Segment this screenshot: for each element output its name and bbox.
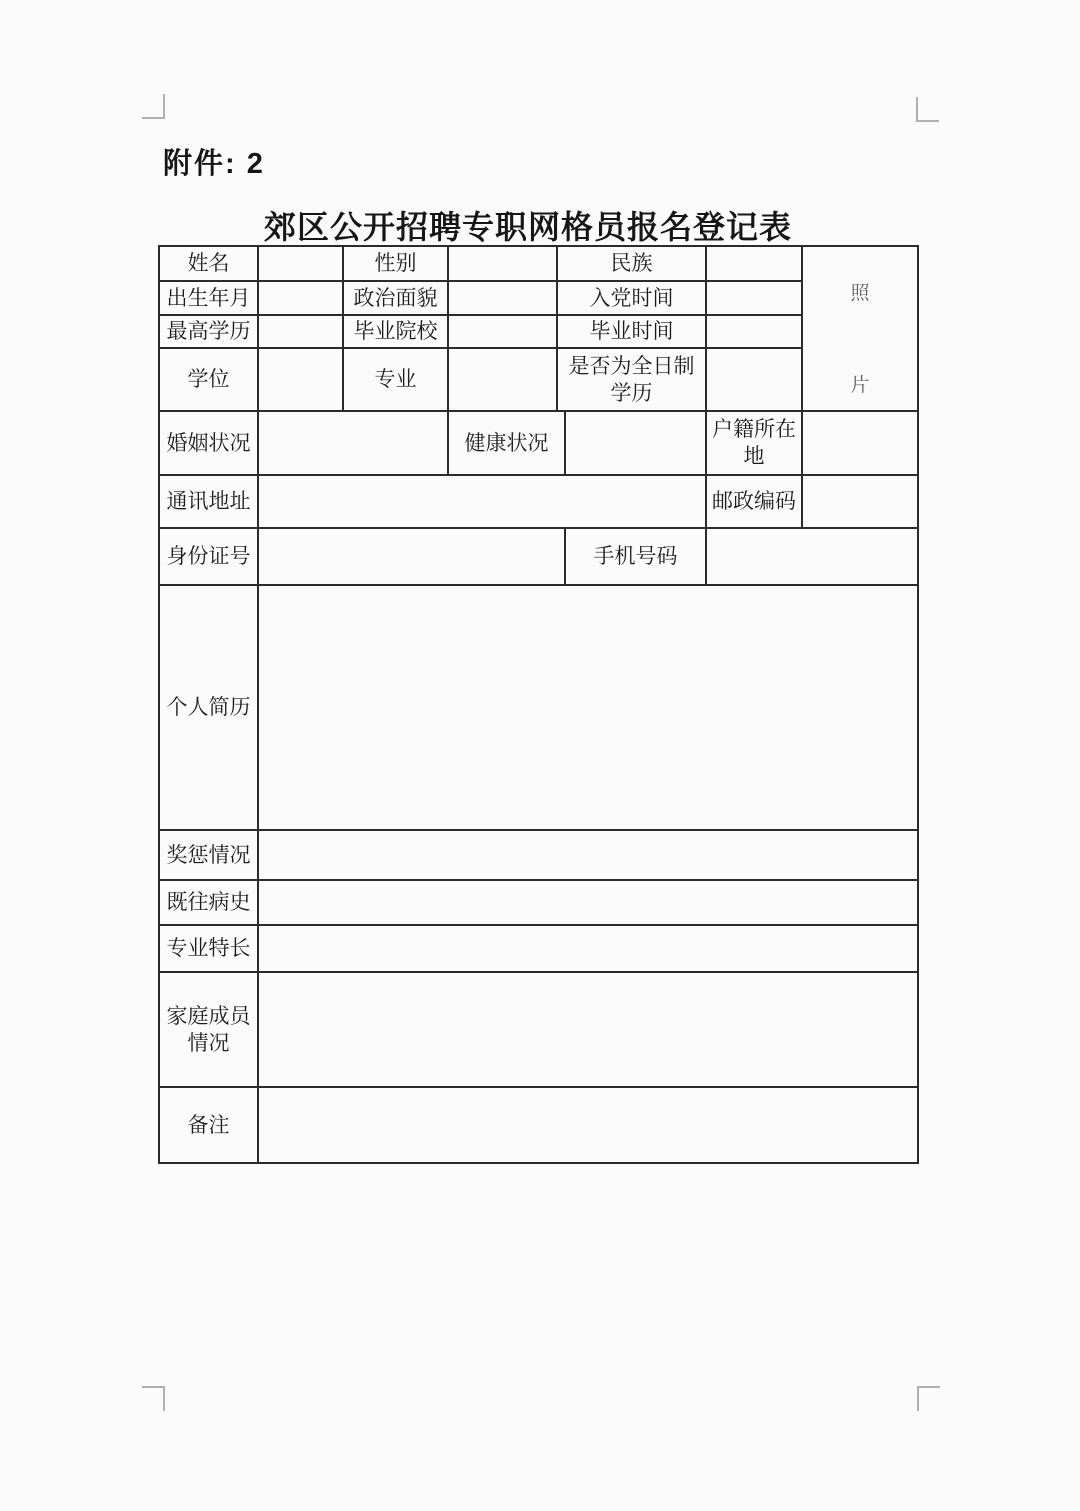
field-value-degree bbox=[258, 348, 343, 411]
field-value-resume bbox=[258, 585, 918, 830]
field-label-household-registration bbox=[706, 411, 802, 475]
attachment-label: 附件: 2 bbox=[163, 148, 265, 180]
field-label-postal-code: 邮政编码 bbox=[706, 475, 802, 528]
field-label-family-members bbox=[159, 972, 258, 1087]
field-label-id-number: 身份证号 bbox=[159, 528, 258, 585]
photo-placeholder-cell bbox=[802, 246, 918, 411]
table-row bbox=[159, 585, 918, 830]
field-value-major bbox=[448, 348, 557, 411]
field-label-family-line1: 家庭成员 bbox=[166, 1004, 251, 1028]
field-label-household-line1: 户籍所在 bbox=[712, 418, 796, 441]
field-label-mobile-number: 手机号码 bbox=[565, 528, 706, 585]
field-value-medical-history bbox=[258, 880, 918, 925]
field-value-gender bbox=[448, 246, 557, 281]
photo-label-char-2: 片 bbox=[850, 375, 870, 396]
field-value-ethnicity bbox=[706, 246, 802, 281]
registration-form-table bbox=[158, 245, 919, 1164]
field-value-mobile-number bbox=[706, 528, 918, 585]
field-value-full-time-education bbox=[706, 348, 802, 411]
field-value-id-number bbox=[258, 528, 565, 585]
field-value-political-status bbox=[448, 281, 557, 315]
field-value-family-members bbox=[258, 972, 918, 1087]
field-label-marital-status: 婚姻状况 bbox=[159, 411, 258, 475]
field-value-marital-status bbox=[258, 411, 448, 475]
field-label-full-time-education bbox=[557, 348, 706, 411]
field-value-party-join-date bbox=[706, 281, 802, 315]
field-label-political-status: 政治面貌 bbox=[343, 281, 448, 315]
field-value-graduation-date bbox=[706, 315, 802, 348]
margin-corner-mark-top-left bbox=[142, 94, 165, 119]
margin-corner-mark-bottom-left bbox=[142, 1386, 165, 1411]
table-row bbox=[159, 246, 918, 281]
field-value-health-status bbox=[565, 411, 706, 475]
field-label-graduation-date: 毕业时间 bbox=[557, 315, 706, 348]
photo-label-char-1: 照 bbox=[850, 283, 870, 304]
field-label-mailing-address: 通讯地址 bbox=[159, 475, 258, 528]
field-label-full-time-line1: 是否为全日制 bbox=[568, 354, 695, 378]
field-value-name bbox=[258, 246, 343, 281]
field-value-remarks bbox=[258, 1087, 918, 1163]
field-label-full-time-line2: 学历 bbox=[610, 381, 653, 405]
form-title: 郊区公开招聘专职网格员报名登记表 bbox=[263, 209, 792, 245]
field-label-health-status: 健康状况 bbox=[448, 411, 565, 475]
field-label-medical-history: 既往病史 bbox=[159, 880, 258, 925]
field-value-mailing-address bbox=[258, 475, 706, 528]
field-label-rewards-punishments: 奖惩情况 bbox=[159, 830, 258, 880]
field-value-birth-date bbox=[258, 281, 343, 315]
field-value-postal-code bbox=[802, 475, 918, 528]
field-label-graduate-school: 毕业院校 bbox=[343, 315, 448, 348]
table-row bbox=[159, 475, 918, 528]
field-label-name: 姓名 bbox=[159, 246, 258, 281]
field-label-ethnicity: 民族 bbox=[557, 246, 706, 281]
table-row bbox=[159, 830, 918, 880]
table-row bbox=[159, 925, 918, 972]
table-row bbox=[159, 528, 918, 585]
field-label-gender: 性别 bbox=[343, 246, 448, 281]
field-label-resume: 个人简历 bbox=[159, 585, 258, 830]
field-label-birth-date: 出生年月 bbox=[159, 281, 258, 315]
field-label-remarks: 备注 bbox=[159, 1087, 258, 1163]
field-label-specialty: 专业特长 bbox=[159, 925, 258, 972]
field-value-rewards-punishments bbox=[258, 830, 918, 880]
field-label-family-line2: 情况 bbox=[187, 1031, 230, 1055]
field-value-highest-education bbox=[258, 315, 343, 348]
field-label-party-join-date: 入党时间 bbox=[557, 281, 706, 315]
field-value-specialty bbox=[258, 925, 918, 972]
margin-corner-mark-top-right bbox=[916, 97, 939, 122]
field-value-graduate-school bbox=[448, 315, 557, 348]
field-label-highest-education: 最高学历 bbox=[159, 315, 258, 348]
field-value-household-registration bbox=[802, 411, 918, 475]
table-row bbox=[159, 411, 918, 475]
field-label-degree: 学位 bbox=[159, 348, 258, 411]
table-row bbox=[159, 880, 918, 925]
table-row bbox=[159, 972, 918, 1087]
field-label-household-line2: 地 bbox=[743, 445, 765, 468]
table-row bbox=[159, 1087, 918, 1163]
margin-corner-mark-bottom-right bbox=[917, 1386, 940, 1411]
field-label-major: 专业 bbox=[343, 348, 448, 411]
